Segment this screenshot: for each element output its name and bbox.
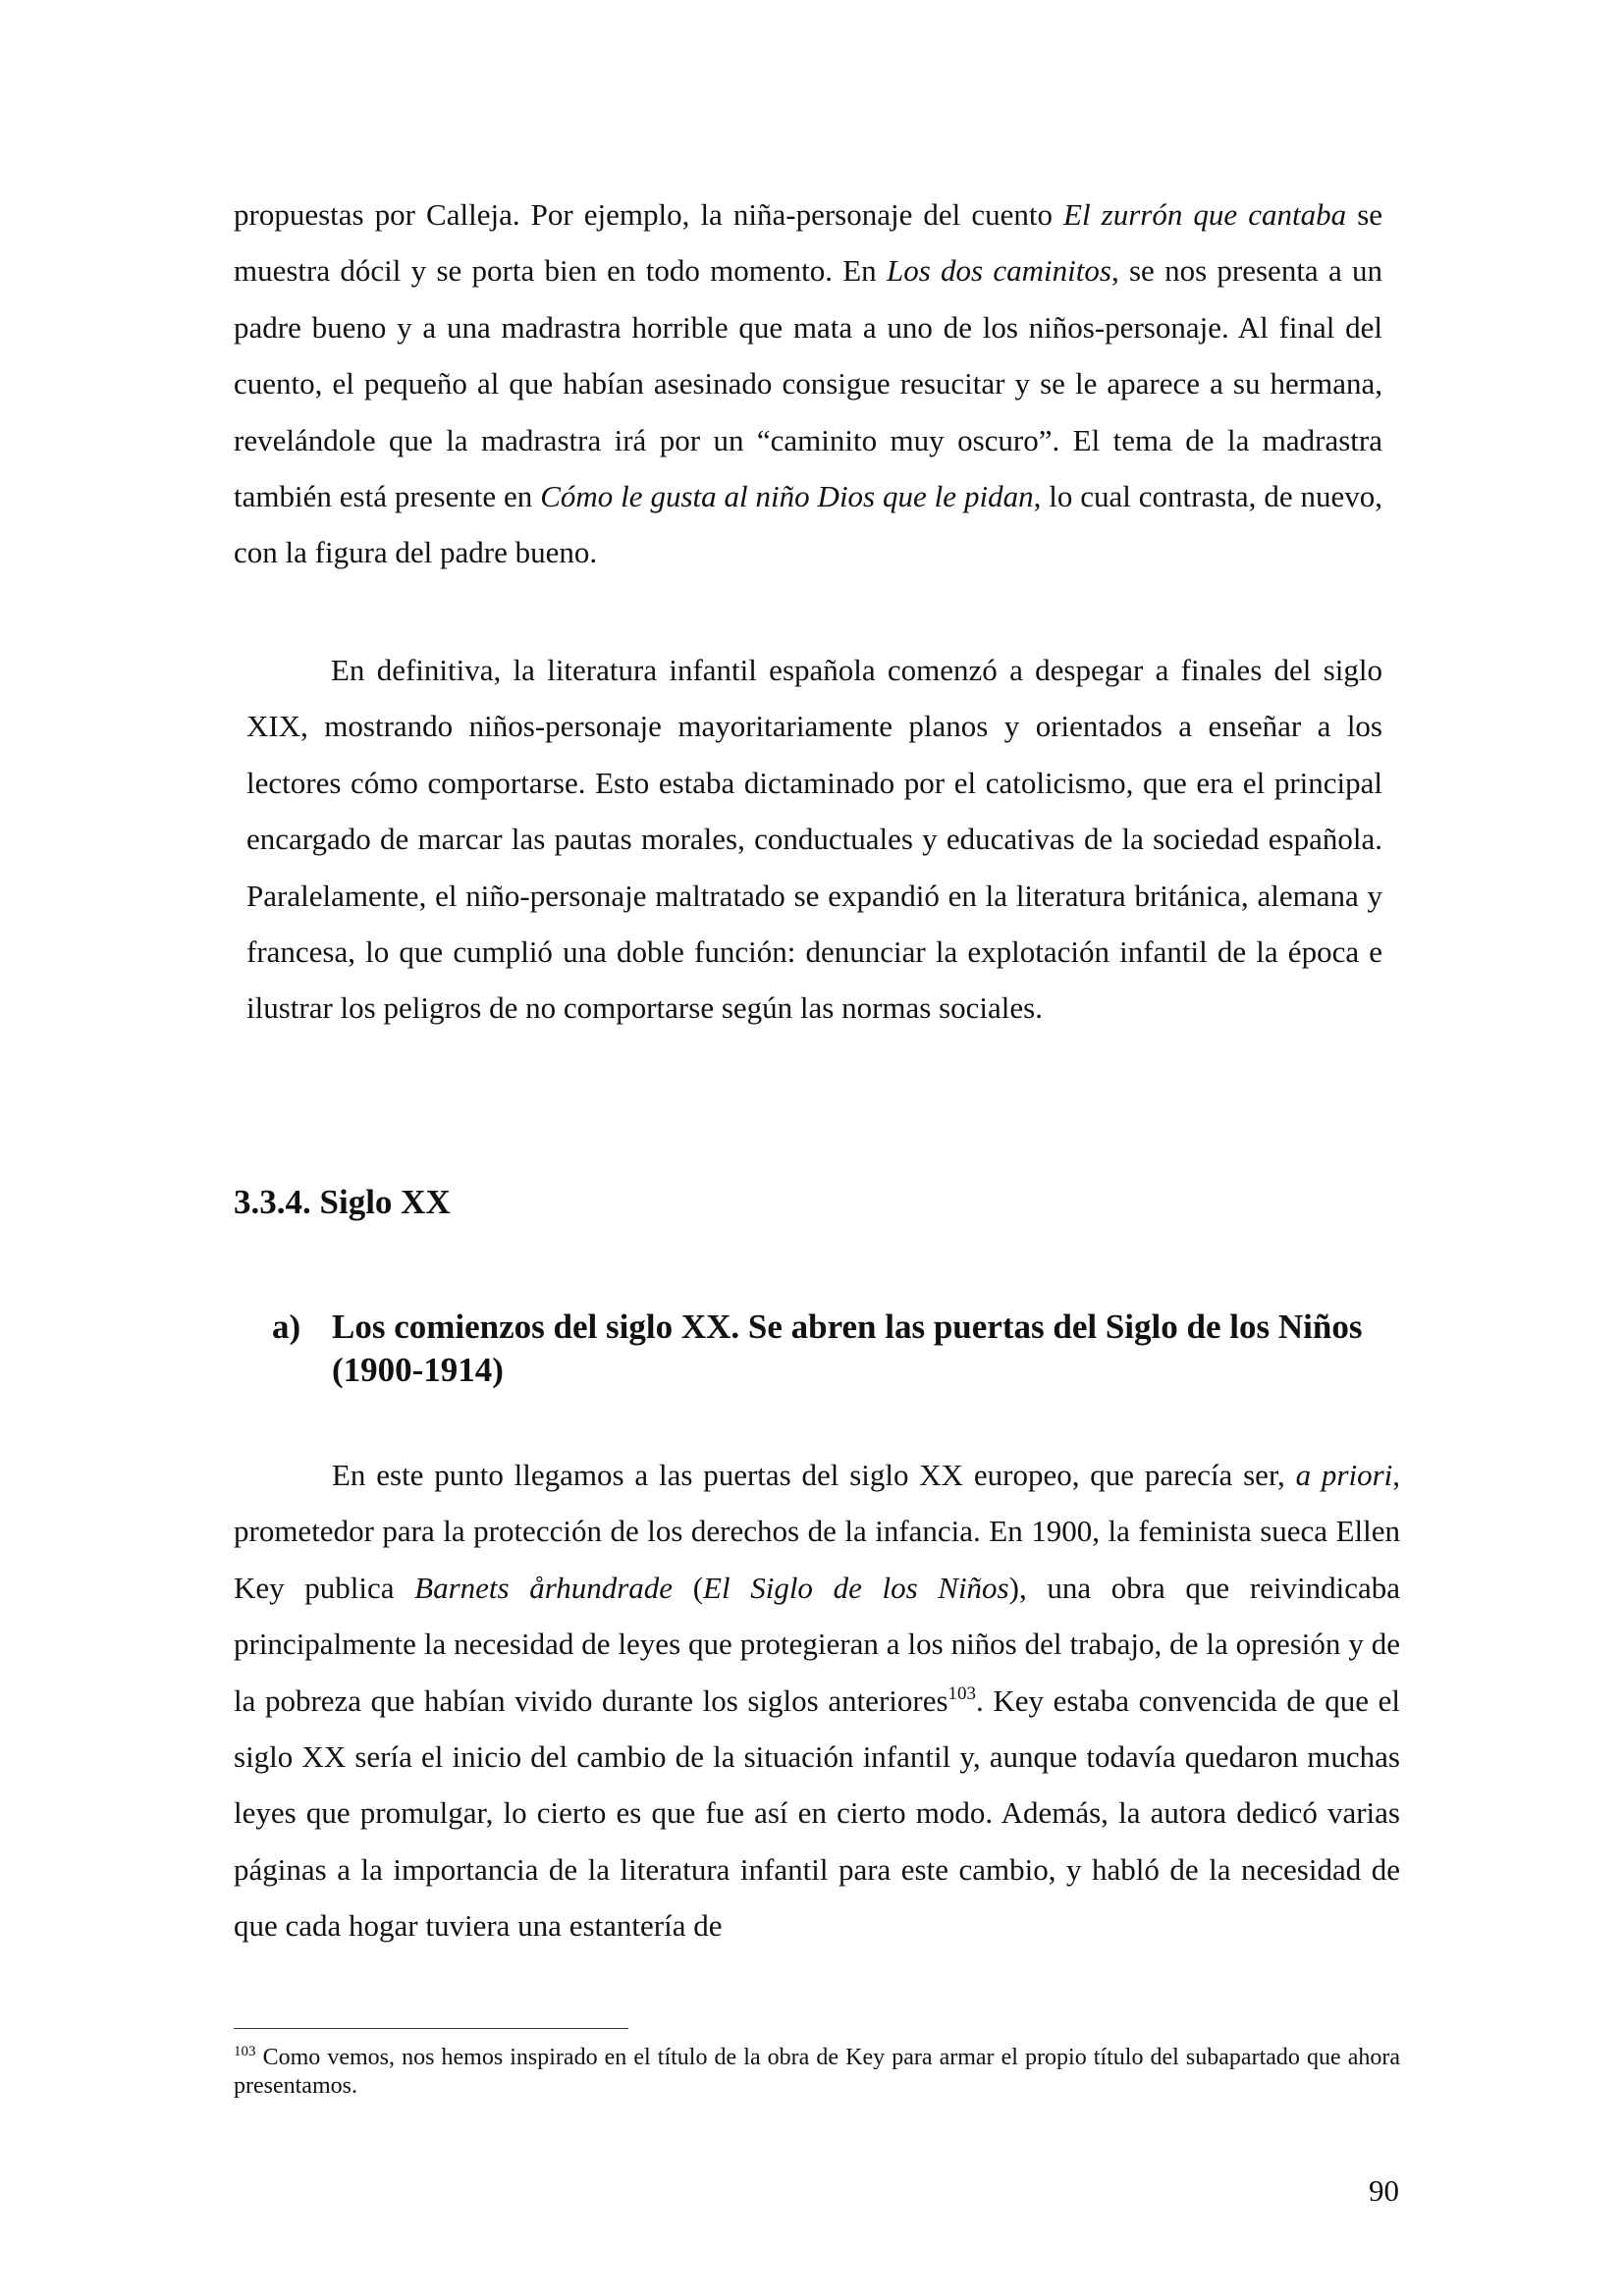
footnote-text: Como vemos, nos hemos inspirado en el título de la obra de Key para armar el propio título del subapartado que ahora presentamos. (234, 2045, 1400, 2099)
paragraph-siglo-xx: En este punto llegamos a las puertas del siglo XX europeo, que parecía ser, a priori, prometedor para la protección de los derechos de la infancia. En 1900, la feminista sueca Ellen Key publica Barnets århundrade (El Siglo de los Niños), una obra que reivindicaba principalmente la necesidad de leyes que protegieran a los niños del trabajo, de la opresión y de la pobreza que habían vivido durante los siglos anteriores$^{103}$. Key estaba convencida de que el siglo XX sería el inicio del cambio de la situación infantil y, aunque todavía quedaron muchas leyes que promulgar, lo cierto es que fue así en cierto modo. Además, la autora dedicó varias páginas a la importancia de la literatura infantil para este cambio, y habló de la necesidad de que cada hogar tuviera una estantería de (234, 1458, 1401, 1944)
footnote-reference[interactable]: 103 (947, 1682, 977, 1704)
paragraph-calleja: propuestas por Calleja. Por ejemplo, la niña-personaje del cuento El zurrón que cantaba se muestra dócil y se porta bien en todo momento. En Los dos caminitos, se nos presenta a un padre bueno y a una madrastra horrible que mata a uno de los niños-personaje. Al final del cuento, el pequeño al que habían asesinado consigue resucitar y se le aparece a su hermana, revelándole que la madrastra irá por un “caminito muy oscuro”. El tema de la madrastra también está presente en Cómo le gusta al niño Dios que le pidan, lo cual contrasta, de nuevo, con la figura del padre bueno. (234, 197, 1383, 570)
footnote-divider (234, 2028, 628, 2029)
subsection-label: a) (272, 1308, 301, 1346)
title-barnets-arhundrade: Barnets århundrade (414, 1570, 674, 1605)
paragraph-en-definitiva: En definitiva, la literatura infantil española comenzó a despegar a finales del siglo XIX, mostrando niños-personaje mayoritariamente planos y orientados a enseñar a los lectores cómo comportarse. Esto estaba dictaminado por el catolicismo, que era el principal encargado de marcar las pautas morales, conductuales y educativas de la sociedad española. Paralelamente, el niño-personaje maltratado se expandió en la literatura británica, alemana y francesa, lo que cumplió una doble función: denunciar la explotación infantil de la época e ilustrar los peligros de no comportarse según las normas sociales. (246, 653, 1382, 1026)
section-heading: 3.3.4. Siglo XX (234, 1183, 451, 1221)
title-los-dos-caminitos: Los dos caminitos (886, 253, 1111, 289)
term-a-priori: a priori (1295, 1458, 1393, 1492)
page-number: 90 (1369, 2173, 1399, 2208)
title-el-zurron: El zurrón que cantaba (1063, 197, 1347, 232)
footnote (234, 2044, 1400, 2101)
subsection-heading: Los comienzos del siglo XX. Se abren las puertas del Siglo de los Niños (1900-1914) (332, 1308, 1363, 1389)
title-como-le-gusta: Cómo le gusta al niño Dios que le pidan (540, 479, 1034, 514)
title-el-siglo-de-los-ninos: El Siglo de los Niños (703, 1570, 1009, 1605)
footnote-number: 103 (234, 2044, 256, 2059)
